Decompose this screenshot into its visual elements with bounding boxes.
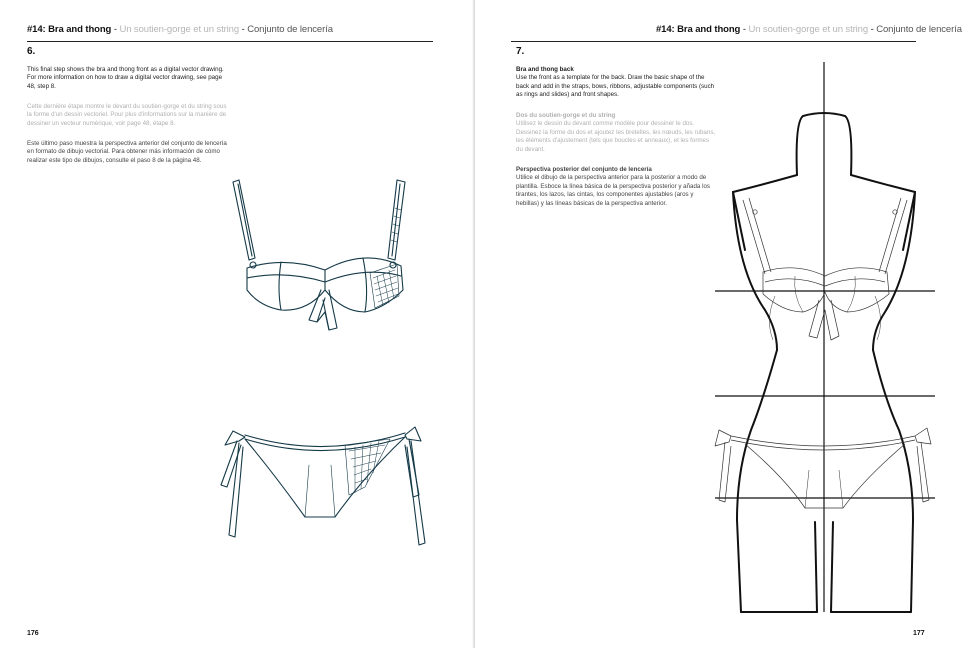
page-number: 176 xyxy=(27,630,39,637)
text-spanish: Utilice el dibujo de la perspectiva anterior para la posterior a modo de plantilla. Esboce la línea básica de la perspectiva posterior y añada los tirantes, los lazos, las cintas, los componentes ajustables (aros y hebillas) y las líneas básicas de la perspectiva anterior. xyxy=(516,174,710,207)
heading-english: Bra and thong back xyxy=(516,66,574,73)
page-number: 177 xyxy=(913,630,925,637)
left-page xyxy=(0,0,474,648)
text-french: Cette dernière étape montre le devant du soutien-gorge et du string sous la forme d'un dessin vectoriel. Pour plus d'informations sur la manière de dessiner un vecteur numérique, voir page 48, étape 8. xyxy=(27,103,227,127)
header-title-en: Bra and thong xyxy=(48,24,112,35)
step-number: 6. xyxy=(27,46,36,57)
thong-front-drawing xyxy=(215,425,430,565)
header-separator: - xyxy=(742,24,746,35)
header-separator: - xyxy=(870,24,874,35)
header-title-fr: Un soutien-gorge et un string xyxy=(748,24,869,35)
text-english: Use the front as a template for the back. Draw the basic shape of the back and add in the straps, bows, ribbons, adjustable components (such as rings and slides) and front shapes. xyxy=(516,74,715,99)
heading-french: Dos du soutien-gorge et du string xyxy=(516,112,616,119)
header-title-es: Conjunto de lencería xyxy=(247,24,333,35)
heading-spanish: Perspectiva posterior del conjunto de lencería xyxy=(516,166,652,173)
right-page xyxy=(475,0,962,648)
text-english: This final step shows the bra and thong front as a digital vector drawing. For more information on how to draw a digital vector drawing, see page 48, step 8. xyxy=(27,66,224,90)
bra-front-drawing xyxy=(225,178,425,350)
text-french: Utilisez le dessin du devant comme modèle pour dessiner le dos. Dessinez la forme du dos et ajoutez les bretelles, les nœuds, les rubans, les éléments d'ajustement (tels que boucles et anneaux), et les formes du devant. xyxy=(516,120,716,153)
header-title-es: Conjunto de lencería xyxy=(876,24,962,35)
running-header xyxy=(27,24,433,40)
header-rule xyxy=(27,41,433,42)
mannequin-back-drawing xyxy=(475,0,949,648)
header-number: #14: xyxy=(27,24,46,35)
header-title-fr: Un soutien-gorge et un string xyxy=(119,24,240,35)
text-spanish: Este último paso muestra la perspectiva anterior del conjunto de lencería en formato de dibujo vectorial. Para obtener más información de cómo realizar este tipo de dibujos, consulte el paso 8 de la página 48. xyxy=(27,140,227,164)
header-number: #14: xyxy=(656,24,675,35)
step-number: 7. xyxy=(516,46,525,57)
header-separator: - xyxy=(241,24,245,35)
header-separator: - xyxy=(113,24,117,35)
header-title-en: Bra and thong xyxy=(677,24,741,35)
